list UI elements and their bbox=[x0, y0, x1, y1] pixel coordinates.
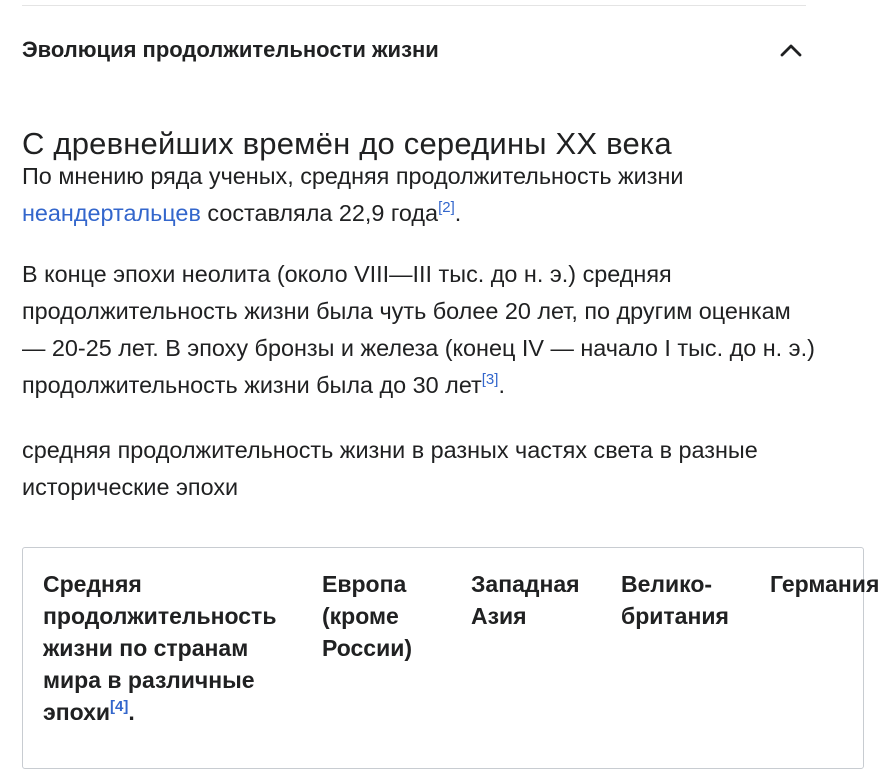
section-title: Эволюция продолжительности жизни bbox=[22, 37, 439, 62]
reference-3 bbox=[482, 371, 499, 388]
reference-4 bbox=[110, 698, 128, 715]
reference-4-link[interactable]: [4] bbox=[110, 698, 129, 715]
header-end: . bbox=[128, 699, 135, 725]
paragraph-end: . bbox=[454, 200, 462, 226]
table-header-title bbox=[43, 568, 293, 728]
paragraph-text: средняя продолжительность жизни в разных частях света в разные исторические эпохи bbox=[22, 437, 758, 500]
neanderthals-link[interactable]: неандертальцев bbox=[22, 200, 201, 226]
paragraph-neolithic bbox=[22, 256, 816, 404]
table-header-germany: Германия bbox=[770, 571, 880, 597]
top-divider bbox=[22, 5, 806, 6]
paragraph-text: По мнению ряда ученых, средняя продолжительность жизни bbox=[22, 163, 684, 189]
paragraph-end: . bbox=[498, 372, 505, 398]
life-expectancy-table[interactable] bbox=[22, 547, 880, 769]
chevron-up-icon[interactable] bbox=[778, 37, 804, 63]
paragraph-neanderthals bbox=[22, 158, 816, 232]
table-header-west-asia: Западная Азия bbox=[471, 571, 580, 629]
reference-2 bbox=[438, 199, 455, 216]
reference-2-link[interactable]: [2] bbox=[438, 199, 455, 216]
header-text: Средняя продолжительность жизни по странам мира в различные эпохи bbox=[43, 571, 277, 725]
paragraph-text: составляла 22,9 года bbox=[200, 200, 439, 226]
table-header-great-britain: Велико-британия bbox=[621, 571, 729, 629]
paragraph-text: В конце эпохи неолита (около VIII—III тыс. до н. э.) средняя продолжительность жизни была чуть более 20 лет, по другим оценкам — 20-25 лет. В эпоху бронзы и железа (конец IV — начало I тыс. до н. э.) продолжительность жизни была до 30 лет bbox=[22, 261, 815, 398]
subheading: С древнейших времён до середины XX века bbox=[22, 125, 672, 161]
paragraph-table-caption bbox=[22, 432, 816, 506]
reference-3-link[interactable]: [3] bbox=[481, 371, 499, 388]
section-header-toggle[interactable] bbox=[22, 28, 806, 72]
table-header-europe: Европа (кроме России) bbox=[322, 571, 413, 661]
